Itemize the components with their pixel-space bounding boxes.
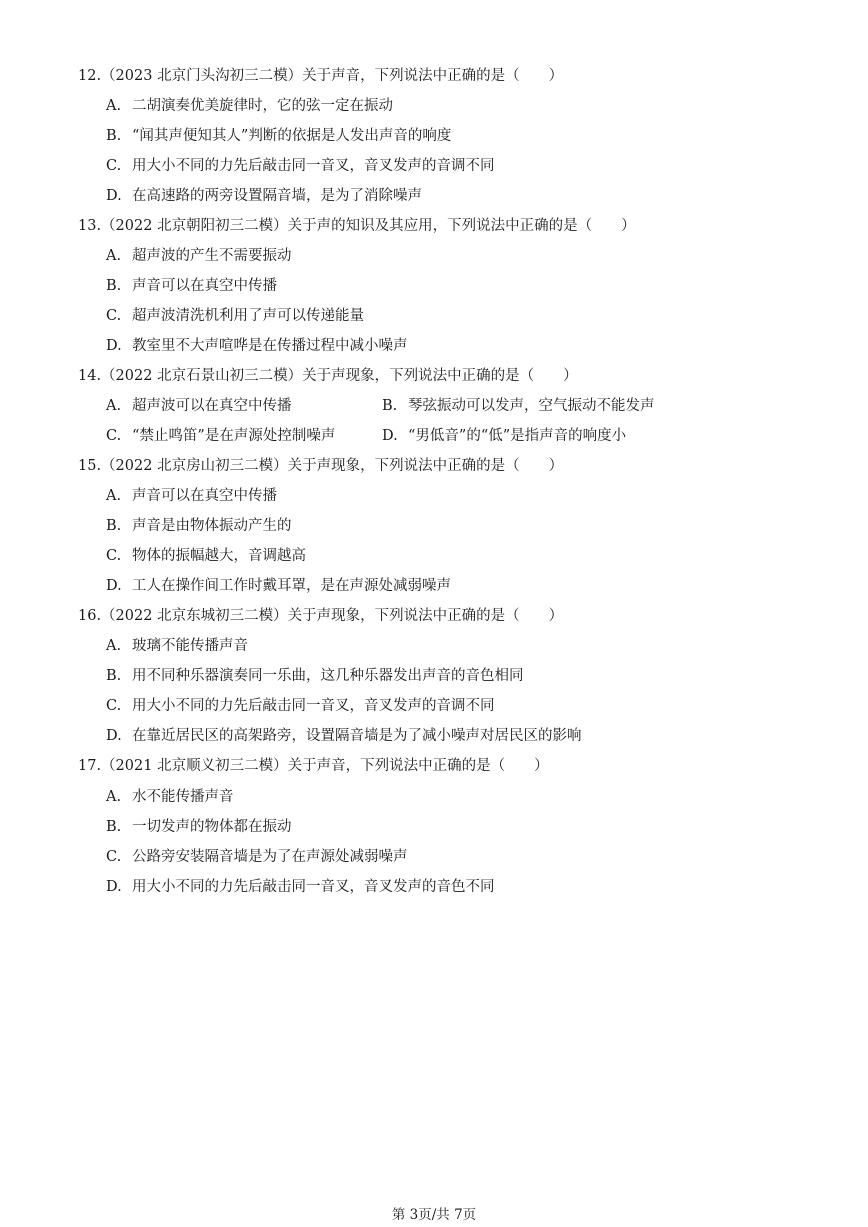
question-stem: 15.（2022 北京房山初三二模）关于声现象，下列说法中正确的是（ ） <box>78 458 564 474</box>
option-text: 工人在操作间工作时戴耳罩，是在声源处减弱噪声 <box>132 578 451 594</box>
option-text: 玻璃不能传播声音 <box>132 638 248 654</box>
option-letter: C. <box>106 428 122 444</box>
page-number: 第 3页/共 7页 <box>391 1207 477 1223</box>
option-d <box>382 425 626 447</box>
option-text: 物体的振幅越大，音调越高 <box>132 548 306 564</box>
option-text: “男低音”的“低”是指声音的响度小 <box>408 428 627 444</box>
option-c <box>106 155 495 177</box>
option-letter: C. <box>106 698 122 714</box>
option-d <box>106 725 582 747</box>
option-a <box>106 395 292 417</box>
option-d <box>106 876 495 898</box>
option-text: 用大小不同的力先后敲击同一音叉，音叉发声的音调不同 <box>132 158 495 174</box>
option-c <box>106 846 408 868</box>
option-text: 超声波可以在真空中传播 <box>132 398 292 414</box>
option-text: 用大小不同的力先后敲击同一音叉，音叉发声的音色不同 <box>132 879 495 895</box>
option-text: 教室里不大声喧哗是在传播过程中减小噪声 <box>132 338 408 354</box>
question-stem: 14.（2022 北京石景山初三二模）关于声现象，下列说法中正确的是（ ） <box>78 368 578 384</box>
option-a <box>106 635 248 657</box>
option-text: 超声波的产生不需要振动 <box>132 248 292 264</box>
option-d <box>106 185 422 207</box>
question-stem: 12.（2023 北京门头沟初三二模）关于声音，下列说法中正确的是（ ） <box>78 68 564 84</box>
option-letter: A. <box>106 248 122 264</box>
option-c <box>106 425 335 447</box>
option-b <box>106 275 277 297</box>
option-b <box>106 125 451 147</box>
option-a <box>106 786 234 808</box>
option-text: 一切发声的物体都在振动 <box>132 819 292 835</box>
option-letter: A. <box>106 789 122 805</box>
option-c <box>106 305 364 327</box>
option-b <box>382 395 655 417</box>
option-b <box>106 816 292 838</box>
option-letter: C. <box>106 849 122 865</box>
option-letter: B. <box>106 518 122 534</box>
option-letter: B. <box>106 128 122 144</box>
option-a <box>106 245 292 267</box>
option-letter: D. <box>106 879 122 895</box>
option-d <box>106 575 451 597</box>
option-letter: A. <box>106 98 122 114</box>
option-d <box>106 335 408 357</box>
option-letter: B. <box>382 398 398 414</box>
option-letter: C. <box>106 308 122 324</box>
question-stem: 17.（2021 北京顺义初三二模）关于声音，下列说法中正确的是（ ） <box>78 758 549 774</box>
option-text: 在靠近居民区的高架路旁，设置隔音墙是为了减小噪声对居民区的影响 <box>132 728 582 744</box>
option-text: 琴弦振动可以发声，空气振动不能发声 <box>408 398 655 414</box>
option-letter: A. <box>106 398 122 414</box>
option-a <box>106 95 393 117</box>
option-text: “禁止鸣笛”是在声源处控制噪声 <box>132 428 336 444</box>
option-letter: A. <box>106 638 122 654</box>
option-c <box>106 695 495 717</box>
option-text: 声音可以在真空中传播 <box>132 488 277 504</box>
option-b <box>106 665 524 687</box>
question-stem: 16.（2022 北京东城初三二模）关于声现象，下列说法中正确的是（ ） <box>78 608 564 624</box>
option-letter: D. <box>106 578 122 594</box>
option-text: 用大小不同的力先后敲击同一音叉，音叉发声的音调不同 <box>132 698 495 714</box>
option-c <box>106 545 306 567</box>
option-text: “闻其声便知其人”判断的依据是人发出声音的响度 <box>132 128 452 144</box>
option-letter: B. <box>106 668 122 684</box>
option-letter: B. <box>106 819 122 835</box>
option-text: 水不能传播声音 <box>132 789 234 805</box>
option-text: 二胡演奏优美旋律时，它的弦一定在振动 <box>132 98 393 114</box>
option-letter: D. <box>382 428 398 444</box>
option-letter: A. <box>106 488 122 504</box>
option-letter: D. <box>106 728 122 744</box>
option-text: 公路旁安装隔音墙是为了在声源处减弱噪声 <box>132 849 408 865</box>
option-letter: D. <box>106 338 122 354</box>
question-stem: 13.（2022 北京朝阳初三二模）关于声的知识及其应用，下列说法中正确的是（ ） <box>78 218 636 234</box>
option-text: 在高速路的两旁设置隔音墙，是为了消除噪声 <box>132 188 422 204</box>
option-a <box>106 485 277 507</box>
option-text: 声音可以在真空中传播 <box>132 278 277 294</box>
option-letter: B. <box>106 278 122 294</box>
option-letter: C. <box>106 548 122 564</box>
option-text: 用不同种乐器演奏同一乐曲，这几种乐器发出声音的音色相同 <box>132 668 524 684</box>
option-b <box>106 515 292 537</box>
option-letter: D. <box>106 188 122 204</box>
option-letter: C. <box>106 158 122 174</box>
option-text: 声音是由物体振动产生的 <box>132 518 292 534</box>
option-text: 超声波清洗机利用了声可以传递能量 <box>132 308 364 324</box>
